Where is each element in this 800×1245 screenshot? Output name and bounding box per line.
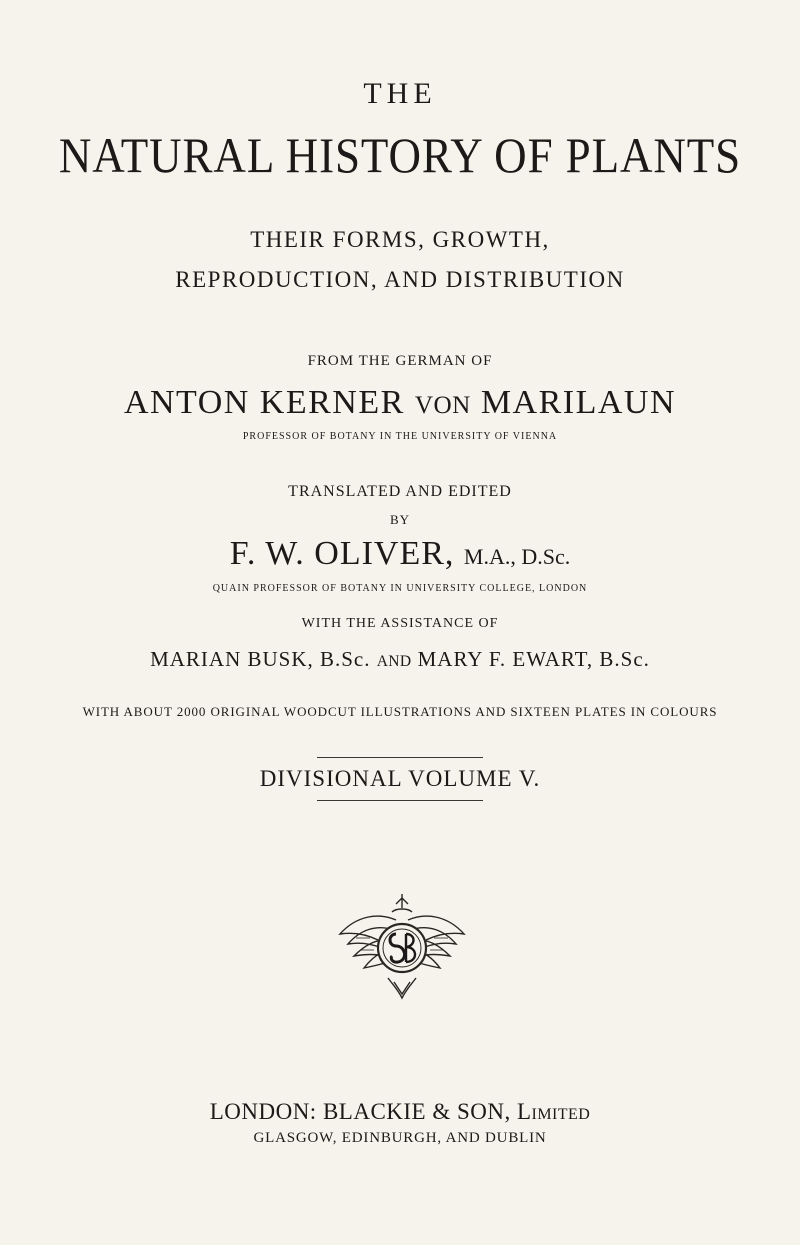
volume-rule-bottom	[317, 800, 483, 801]
editor-name-text: F. W. OLIVER,	[229, 535, 455, 572]
volume-rule-top	[317, 757, 483, 758]
assistant-first: MARIAN BUSK, B.Sc.	[150, 647, 371, 671]
publisher-cities: GLASGOW, EDINBURGH, AND DUBLIN	[253, 1130, 547, 1146]
book-title: NATURAL HISTORY OF PLANTS	[58, 127, 742, 183]
author-name	[0, 386, 800, 420]
title-prefix: THE	[363, 77, 437, 110]
publisher-suffix: Limited	[517, 1099, 591, 1124]
illustrations-note: WITH ABOUT 2000 ORIGINAL WOODCUT ILLUSTRATIONS AND SIXTEEN PLATES IN COLOURS	[82, 704, 718, 719]
publisher-name	[0, 1100, 800, 1123]
assistant-second: MARY F. EWART, B.Sc.	[417, 647, 650, 671]
with-assistance: WITH THE ASSISTANCE OF	[301, 616, 499, 631]
translated-and-edited: TRANSLATED AND EDITED	[288, 483, 512, 500]
volume-label: DIVISIONAL VOLUME V.	[259, 766, 541, 791]
author-position: PROFESSOR OF BOTANY IN THE UNIVERSITY OF VIENNA	[242, 431, 558, 442]
assistants	[0, 649, 800, 670]
publisher-main: LONDON: BLACKIE & SON,	[209, 1099, 511, 1124]
editor-name	[0, 537, 800, 571]
author-last-name: MARILAUN	[480, 384, 677, 421]
subtitle-line-2: REPRODUCTION, AND DISTRIBUTION	[175, 267, 625, 292]
by-label: BY	[389, 512, 411, 527]
publisher-emblem-icon	[326, 890, 478, 1000]
editor-degrees: M.A., D.Sc.	[463, 544, 571, 569]
author-first-name: ANTON KERNER	[123, 384, 405, 421]
subtitle-line-1: THEIR FORMS, GROWTH,	[250, 227, 550, 252]
author-particle: VON	[414, 392, 471, 419]
editor-position: QUAIN PROFESSOR OF BOTANY IN UNIVERSITY COLLEGE, LONDON	[212, 583, 588, 594]
from-the-german: FROM THE GERMAN OF	[307, 353, 493, 369]
assistants-conjunction: AND	[376, 653, 412, 670]
